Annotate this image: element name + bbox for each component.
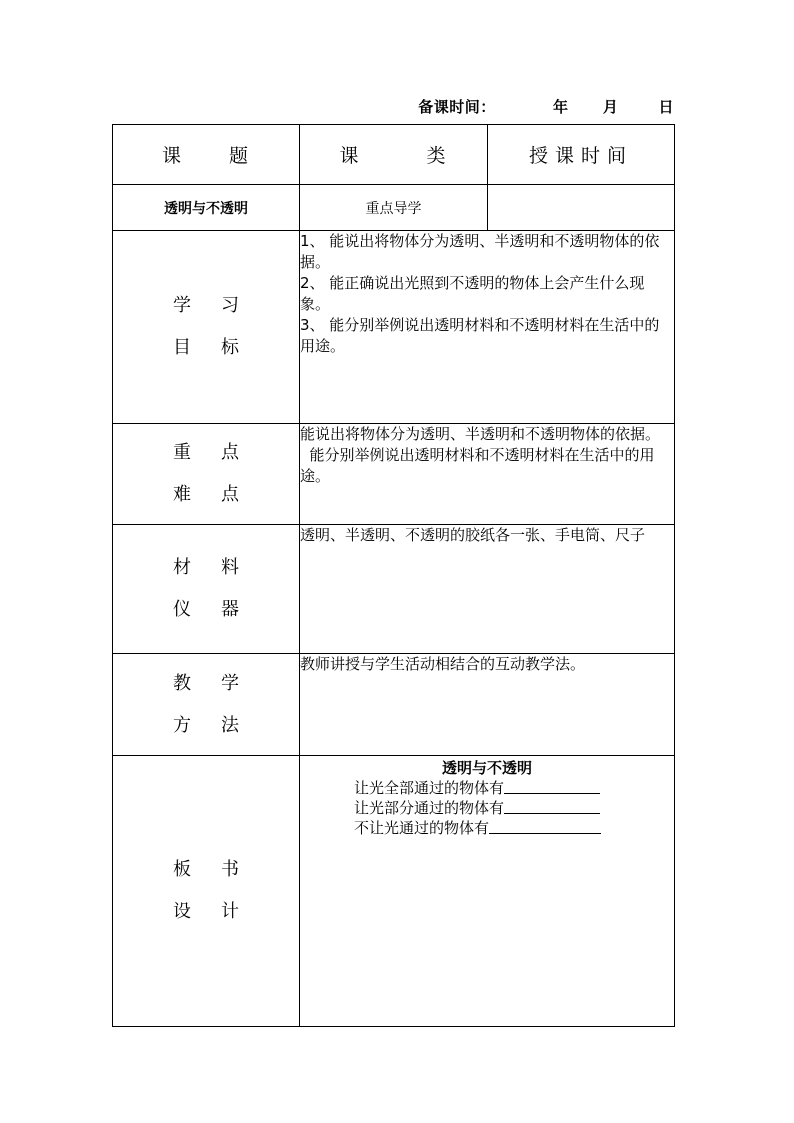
objectives-label <box>113 231 300 424</box>
board-line-text: 让光全部通过的物体有 <box>354 779 505 797</box>
board-line <box>300 798 674 818</box>
materials-row <box>113 525 675 654</box>
header-row <box>113 125 675 185</box>
objectives-row <box>113 231 675 424</box>
board-line-text: 不让光通过的物体有 <box>354 819 490 837</box>
label-char: 重 <box>173 442 191 463</box>
objective-item: 3、 能分别举例说出透明材料和不透明材料在生活中的用途。 <box>300 316 660 355</box>
header-time-cell: 授课时间 <box>488 125 675 185</box>
topic-row <box>113 185 675 231</box>
label-char: 难 <box>173 484 191 505</box>
prep-time-header <box>418 96 674 117</box>
label-char: 计 <box>221 901 239 922</box>
label-char: 料 <box>221 557 239 578</box>
methods-label <box>113 654 300 756</box>
lesson-plan-table <box>112 124 675 1027</box>
label-char: 点 <box>221 442 239 463</box>
label-char: 教 <box>173 672 191 694</box>
fill-blank <box>489 819 601 834</box>
objective-item: 1、 能说出将物体分为透明、半透明和不透明物体的依据。 <box>300 232 660 271</box>
prep-time-label: 备课时间： <box>418 98 496 116</box>
key-point-item: 能分别举例说出透明材料和不透明材料在生活中的用途。 <box>300 446 655 485</box>
label-char: 材 <box>173 557 191 578</box>
key-points-label <box>113 424 300 525</box>
header-topic-char-1: 课 <box>161 145 183 167</box>
topic-cell: 透明与不透明 <box>113 185 300 231</box>
materials-content <box>300 525 675 654</box>
label-char: 板 <box>173 859 191 880</box>
day-label: 日 <box>658 98 674 116</box>
label-char: 仪 <box>173 599 191 620</box>
label-char: 法 <box>221 714 239 736</box>
label-char: 学 <box>173 295 191 316</box>
label-char: 方 <box>173 714 191 736</box>
board-title: 透明与不透明 <box>441 759 532 777</box>
header-type-char-2: 类 <box>426 145 448 167</box>
header-type-cell <box>300 125 488 185</box>
label-char: 目 <box>173 337 191 358</box>
methods-content <box>300 654 675 756</box>
board-line <box>300 778 674 798</box>
key-points-content <box>300 424 675 525</box>
objective-item: 2、 能正确说出光照到不透明的物体上会产生什么现象。 <box>300 274 645 313</box>
key-points-row <box>113 424 675 525</box>
label-char: 书 <box>221 859 239 880</box>
header-type-char-1: 课 <box>339 145 361 167</box>
materials-label <box>113 525 300 654</box>
label-char: 习 <box>221 295 239 316</box>
fill-blank <box>504 779 600 794</box>
header-topic-char-2: 题 <box>229 145 251 167</box>
label-char: 器 <box>221 599 239 620</box>
lesson-time-cell <box>488 185 675 231</box>
methods-text: 教师讲授与学生活动相结合的互动教学法。 <box>300 655 586 673</box>
board-line-text: 让光部分通过的物体有 <box>354 799 505 817</box>
materials-text: 透明、半透明、不透明的胶纸各一张、手电筒、尺子 <box>300 526 646 544</box>
board-row <box>113 756 675 1027</box>
objectives-content <box>300 231 675 424</box>
fill-blank <box>504 799 600 814</box>
label-char: 设 <box>173 901 191 922</box>
lesson-type-cell: 重点导学 <box>300 185 488 231</box>
label-char: 标 <box>221 337 239 358</box>
methods-row <box>113 654 675 756</box>
month-label: 月 <box>602 98 619 116</box>
header-topic-cell <box>113 125 300 185</box>
board-content <box>300 756 675 1027</box>
board-line <box>300 818 674 838</box>
board-label <box>113 756 300 1027</box>
label-char: 学 <box>221 672 239 694</box>
label-char: 点 <box>221 484 239 505</box>
year-label: 年 <box>553 98 569 116</box>
key-point-item: 能说出将物体分为透明、半透明和不透明物体的依据。 <box>300 425 661 443</box>
